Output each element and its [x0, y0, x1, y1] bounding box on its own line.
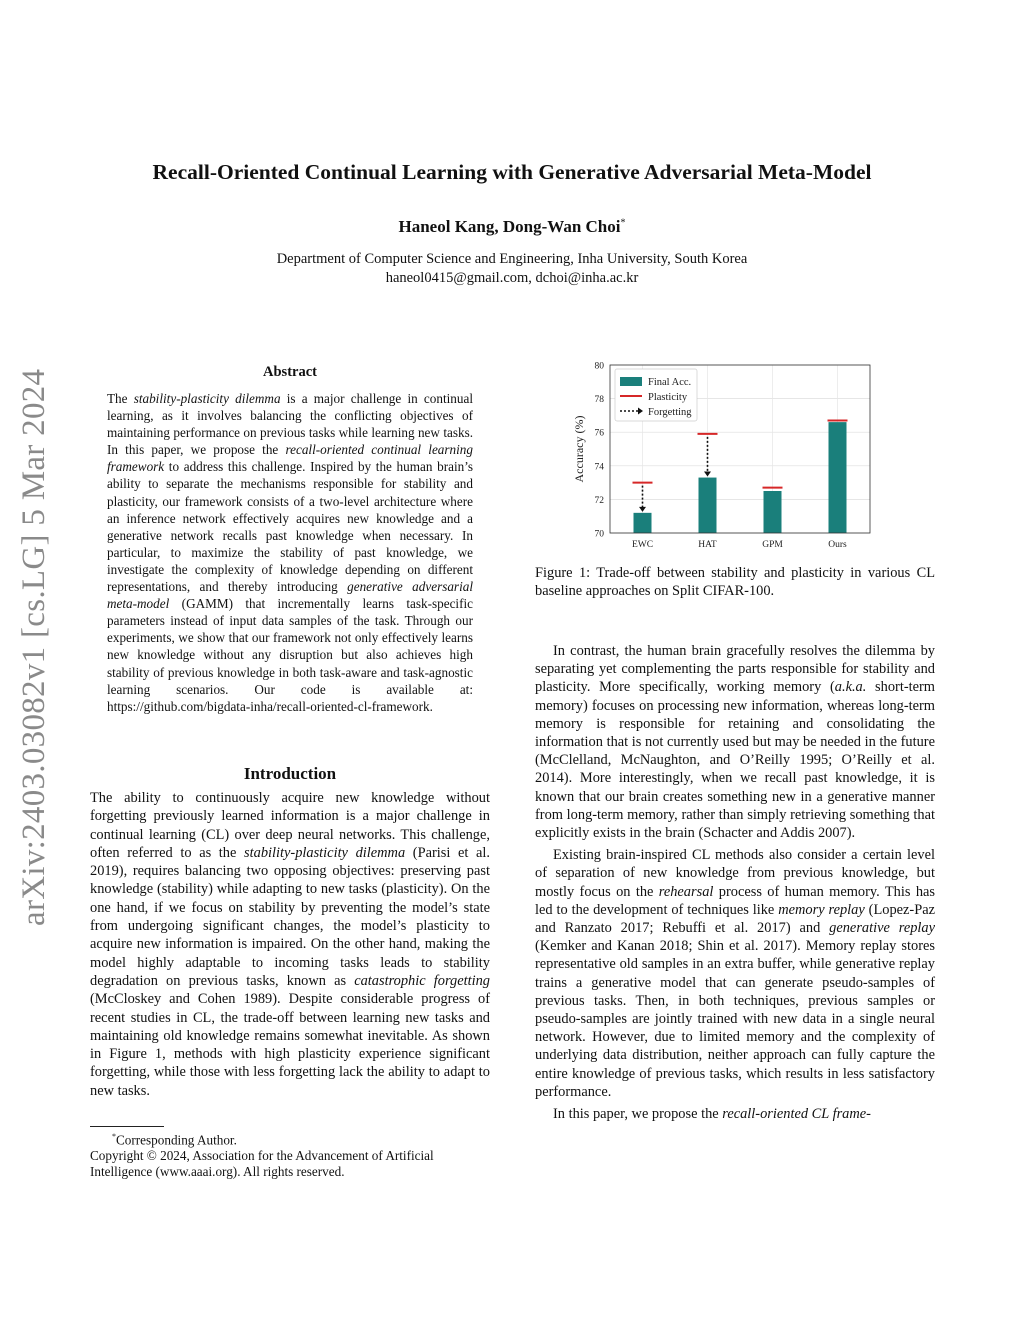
abstract-span: The — [107, 391, 134, 406]
legend-swatch-final-acc — [620, 377, 642, 386]
arxiv-identifier: arXiv:2403.03082v1 [cs.LG] 5 Mar 2024 — [16, 368, 52, 926]
bar-final-acc-gpm — [764, 491, 782, 533]
text-emph: generative replay — [829, 920, 935, 937]
bar-final-acc-ours — [829, 422, 847, 533]
emails: haneol0415@gmail.com, dchoi@inha.ac.kr — [385, 270, 639, 286]
y-tick-label: 74 — [594, 462, 604, 473]
text-emph: memory replay — [778, 901, 865, 918]
footnote-corresponding-text: Corresponding Author. — [116, 1132, 237, 1148]
forgetting-arrowhead-hat — [704, 472, 711, 477]
text-span: In this paper, we propose the — [553, 1106, 723, 1123]
bar-final-acc-ewc — [634, 513, 652, 533]
text-span: In contrast, the human brain gracefully resolves the dilemma by separating yet complementing the parts responsible for stability and plasticity. More specifically, working memory ( — [535, 643, 935, 696]
intro-span: (Parisi et al. 2019), requires balancing two opposing objectives: preserving past knowledge (stability) while adapting to new tasks (plasticity). On the one hand, if we focus on stability by preventing the model’s state from undergoing significant changes, the model’s plasticity to acquire new information is impaired. On the other hand, making the model highly adaptable to incoming tasks leads to stability degradation on previous tasks, known as — [90, 844, 490, 989]
abstract-span: is a major challenge in continual learning, as it involves balancing the conflicting objectives of maintaining performance on previous tasks while learning new tasks. In this paper, we propose the — [107, 391, 473, 458]
abstract-span: to address this challenge. Inspired by the human brain’s ability to separate the mechanisms responsible for stability and plasticity, our framework consists of a two-level architecture where an inference network effectively acquires new knowledge and a generative network recalls past knowledge when necessary. In particular, to maximize the stability of past knowledge, we investigate the complexity of knowledge depending on different representations, and thereby introducing — [107, 459, 473, 595]
affiliation: Department of Computer Science and Engineering, Inha University, South Korea — [276, 251, 748, 267]
intro-span: The ability to continuously acquire new knowledge without forgetting previously learned information is a major challenge in continual learning (CL) over deep neural networks. This challenge, often referred to as the — [90, 790, 490, 861]
y-tick-label: 78 — [594, 395, 604, 406]
x-tick-label: GPM — [762, 540, 783, 550]
introduction-heading: Introduction — [243, 764, 337, 783]
figure-1 — [565, 355, 880, 555]
author-names: Haneol Kang, Dong-Wan Choi — [398, 217, 621, 236]
text-emph: rehearsal — [658, 883, 714, 900]
paragraph-1 — [535, 642, 935, 842]
abstract-emph: recall-oriented continual learning framework — [107, 442, 473, 475]
footnote-corresponding — [90, 1129, 490, 1148]
footnote — [90, 1129, 490, 1180]
x-tick-label: EWC — [631, 540, 654, 550]
paragraph-2 — [535, 846, 935, 1101]
abstract-span: (GAMM) that incrementally learns task-specific parameters instead of input data samples of the task. Through our experiments, we show that our framework not only effectively learns new knowledge without any disruption but also achieves high stability of previous knowledge in both task-aware and task-agnostic learning scenarios. Our code is available at: https://github.com/bigdata-inha/recall-oriented-cl-framework. — [107, 596, 473, 714]
intro-span: (McCloskey and Cohen 1989). Despite considerable progress of recent studies in CL, the trade-off between learning new tasks and maintaining old knowledge remains somewhat inevitable. As shown in Figure 1, methods with high plasticity experience significant forgetting, while those with less forgetting lack the ability to adapt to new tasks. — [90, 991, 490, 1099]
corresponding-mark: * — [620, 217, 626, 229]
footnote-copyright: Copyright © 2024, Association for the Advancement of Artificial Intelligence (www.aaai.org). All rights reserved. — [90, 1148, 434, 1180]
text-span: short-term memory) focuses on processing new information, whereas long-term memory is responsible for retaining and consolidating the information that is not currently used but may be needed in the future (McClelland, McNaughton, and O’Reilly 1995; O’Reilly et al. 2014). More interestingly, when we recall past knowledge, it is known that our brain creates something new in a generative manner from long-term memory, rather than simply retrieving something that explicitly exists in the brain (Schacter and Addis 2007). — [535, 679, 936, 842]
text-emph: recall-oriented CL frame- — [722, 1106, 871, 1123]
text-span: (Kemker and Kanan 2018; Shin et al. 2017). Memory replay stores representative old samples in an extra buffer, while generative replay trains a generative model that can generate pseudo-samples of previous tasks. Then, in both techniques, previous samples or pseudo-samples are jointly trained with new data in a single neural network. However, due to limited memory and the complexity of underlying data distribution, neither approach can fully capture the entire knowledge of previous tasks, which results in less satisfactory performance. — [535, 938, 935, 1100]
y-axis-title: Accuracy (%) — [572, 415, 586, 483]
introduction-text — [90, 789, 490, 1100]
abstract-text — [107, 390, 473, 715]
text-emph: a.k.a. — [834, 679, 867, 696]
abstract-emph: generative adversarial meta-model — [107, 579, 473, 612]
y-tick-label: 72 — [594, 495, 604, 506]
intro-emph: stability-plasticity dilemma — [244, 844, 406, 861]
x-tick-label: HAT — [698, 540, 717, 550]
legend-label: Plasticity — [648, 392, 688, 403]
y-tick-label: 76 — [594, 428, 604, 439]
figure-caption: Figure 1: Trade-off between stability and plasticity in various CL baseline approaches on Split CIFAR-100. — [535, 565, 935, 600]
footnote-rule — [90, 1126, 164, 1127]
bar-chart — [565, 355, 880, 555]
abstract-emph: stability-plasticity dilemma — [133, 391, 281, 406]
paper-title: Recall-Oriented Continual Learning with Generative Adversarial Meta-Model — [152, 160, 872, 184]
abstract-heading: Abstract — [263, 364, 317, 380]
right-column-text — [535, 642, 935, 1123]
paragraph-3 — [535, 1105, 935, 1123]
x-tick-label: Ours — [828, 540, 847, 550]
intro-emph: catastrophic forgetting — [354, 972, 490, 989]
y-tick-label: 70 — [594, 529, 604, 540]
authors — [0, 217, 1024, 237]
forgetting-arrowhead-ewc — [639, 507, 646, 512]
legend-label: Forgetting — [648, 407, 692, 418]
text-span: (Lopez-Paz and Ranzato 2017; Rebuffi et al. 2017) and — [535, 901, 935, 937]
text-span: process of human memory. This has led to the development of techniques like — [535, 883, 935, 918]
bar-final-acc-hat — [699, 478, 717, 533]
footnote-mark: * — [112, 1132, 116, 1141]
text-span: Existing brain-inspired CL methods also consider a certain level of separation of new knowledge from previous knowledge, but mostly focus on the — [535, 847, 935, 900]
y-tick-label: 80 — [594, 361, 604, 372]
legend-label: Final Acc. — [648, 377, 692, 388]
affiliation-block — [0, 250, 1024, 288]
